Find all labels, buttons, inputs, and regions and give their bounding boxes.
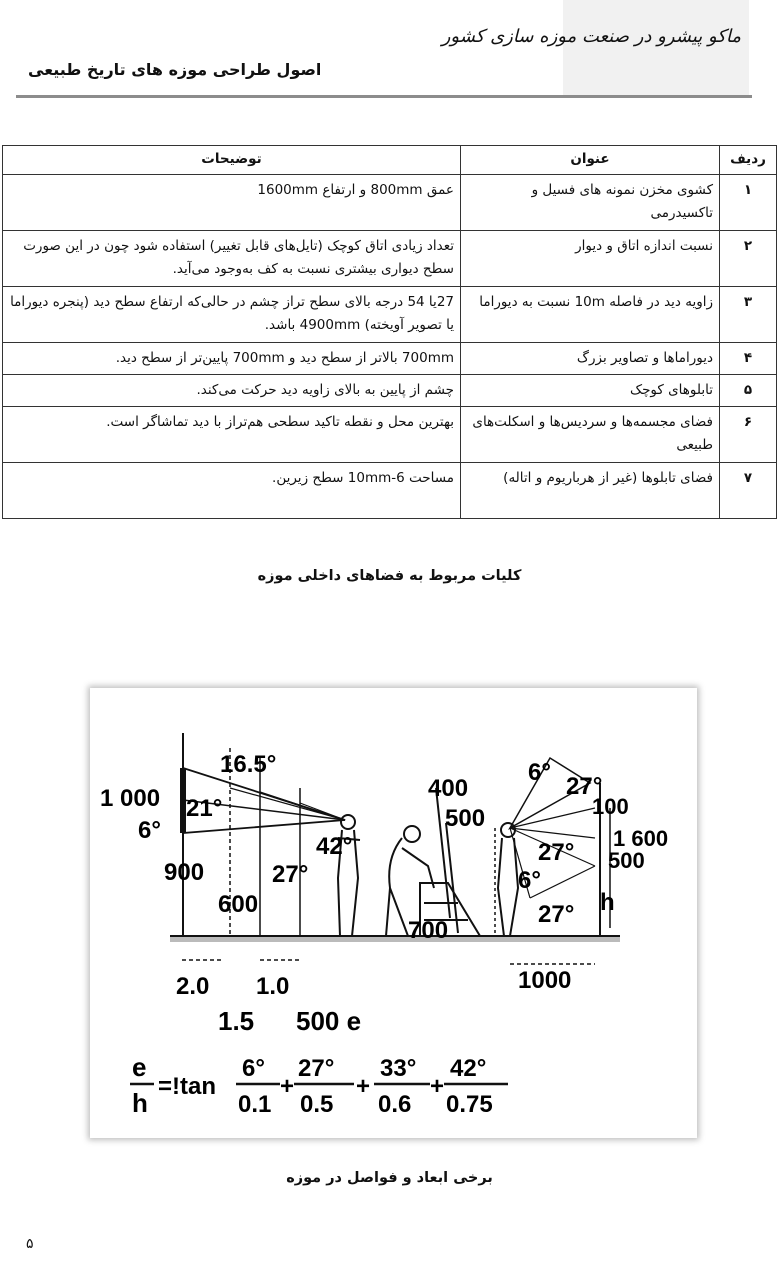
dimension-label: h: [600, 889, 615, 916]
table-row: [3, 231, 777, 287]
table-header-row: [3, 146, 777, 175]
distance-formula: [130, 1052, 508, 1118]
dimension-label: 700: [408, 917, 449, 944]
formula-h: h: [132, 1088, 148, 1118]
row-num: ۵: [720, 374, 777, 406]
dimension-label: 500: [608, 848, 645, 873]
viewer-figure-looking-up: [498, 823, 518, 936]
row-title: فضای تابلوها (غیر از هرباریوم و اتاله): [461, 462, 720, 518]
table-row: [3, 462, 777, 518]
dimension-label: 600: [218, 891, 259, 918]
angle-label: 6°: [518, 867, 541, 894]
row-num: ۳: [720, 287, 777, 343]
angle-label: 6°: [528, 759, 551, 786]
dimension-label: 400: [428, 775, 469, 802]
angle-label: 21°: [186, 795, 223, 822]
row-num: ۴: [720, 343, 777, 375]
row-desc: تعداد زیادی اتاق کوچک (تایل‌های قابل تغییر) استفاده شود چون در این صورت سطح دیواری بیشتری نسبت به کف به‌وجود می‌آید.: [3, 231, 461, 287]
dimension-label: 900: [164, 859, 205, 886]
plus-sign: +: [430, 1073, 445, 1100]
angle-label: 16.5°: [220, 751, 277, 778]
angle-label: 27°: [538, 901, 575, 928]
viewing-distance-figure: [90, 688, 697, 1138]
sight-line: [510, 828, 595, 838]
plus-sign: +: [280, 1073, 295, 1100]
col-header-desc: توضیحات: [3, 146, 461, 175]
formula-denominator: 0.5: [300, 1091, 334, 1118]
row-num: ۷: [720, 462, 777, 518]
distance-label: 1000: [518, 967, 572, 994]
publisher-logo: [441, 0, 749, 96]
formula-tan: =!tan: [158, 1073, 217, 1100]
row-title: زاویه دید در فاصله 10m نسبت به دیوراما: [461, 287, 720, 343]
formula-numerator: 27°: [298, 1055, 335, 1082]
formula-e: e: [132, 1052, 147, 1082]
distance-label: 500 e: [296, 1006, 362, 1036]
row-desc: عمق 800mm و ارتفاع 1600mm: [3, 175, 461, 231]
formula-numerator: 33°: [380, 1055, 417, 1082]
row-desc: مساحت 6-10mm سطح زیرین.: [3, 462, 461, 518]
logo-text: ماکو پیشرو در صنعت موزه سازی کشور: [441, 26, 741, 47]
table-row: [3, 175, 777, 231]
distance-label: 1.5: [218, 1006, 255, 1036]
row-num: ۶: [720, 406, 777, 462]
formula-denominator: 0.75: [446, 1091, 493, 1118]
row-num: ۱: [720, 175, 777, 231]
document-title: اصول طراحی موزه های تاریخ طبیعی: [28, 60, 322, 79]
dimension-label: 100: [592, 794, 629, 819]
row-desc: 27یا 54 درجه بالای سطح تراز چشم در حالی‌که ارتفاع سطح دید (پنجره دیوراما یا تصویر آویخته) 4900mm باشد.: [3, 287, 461, 343]
guidelines-table: [2, 145, 777, 519]
section-caption: کلیات مربوط به فضاهای داخلی موزه: [257, 568, 522, 584]
formula-numerator: 42°: [450, 1055, 487, 1082]
distance-label: 1.0: [256, 973, 290, 1000]
header-divider: [16, 95, 752, 98]
row-num: ۲: [720, 231, 777, 287]
distance-label: 2.0: [176, 973, 210, 1000]
row-title: دیوراماها و تصاویر بزرگ: [461, 343, 720, 375]
table-row: [3, 287, 777, 343]
row-title: تابلوهای کوچک: [461, 374, 720, 406]
formula-numerator: 6°: [242, 1055, 265, 1082]
dimension-label: 1 000: [100, 785, 161, 812]
angle-label: 42°: [316, 833, 353, 860]
sight-line: [510, 808, 595, 828]
col-header-title: عنوان: [461, 146, 720, 175]
figure-caption: برخی ابعاد و فواصل در موزه: [286, 1170, 493, 1186]
angle-label: 27°: [538, 839, 575, 866]
dimension-label: 500: [445, 805, 486, 832]
col-header-num: ردیف: [720, 146, 777, 175]
plus-sign: +: [356, 1073, 371, 1100]
formula-denominator: 0.6: [378, 1091, 412, 1118]
sight-line: [230, 788, 345, 820]
row-title: فضای مجسمه‌ها و سردیس‌ها و اسکلت‌های طبیعی: [461, 406, 720, 462]
table-row: [3, 374, 777, 406]
row-desc: 700mm بالاتر از سطح دید و 700mm پایین‌تر از سطح دید.: [3, 343, 461, 375]
dimension-label: 1 600: [613, 826, 669, 851]
angle-label: 6°: [138, 817, 161, 844]
page-header: [0, 0, 779, 100]
angle-label: 27°: [272, 861, 309, 888]
angle-label: 27°: [566, 773, 603, 800]
table-row: [3, 343, 777, 375]
row-title: کشوی مخزن نمونه های فسیل و تاکسیدرمی: [461, 175, 720, 231]
figure-drawing: [90, 688, 697, 1138]
page-number: ۵: [26, 1236, 34, 1252]
row-desc: بهترین محل و نقطه تاکید سطحی هم‌تراز با دید تماشاگر است.: [3, 406, 461, 462]
row-desc: چشم از پایین به بالای زاویه دید حرکت می‌کند.: [3, 374, 461, 406]
row-title: نسبت اندازه اتاق و دیوار: [461, 231, 720, 287]
table-row: [3, 406, 777, 462]
formula-denominator: 0.1: [238, 1091, 272, 1118]
